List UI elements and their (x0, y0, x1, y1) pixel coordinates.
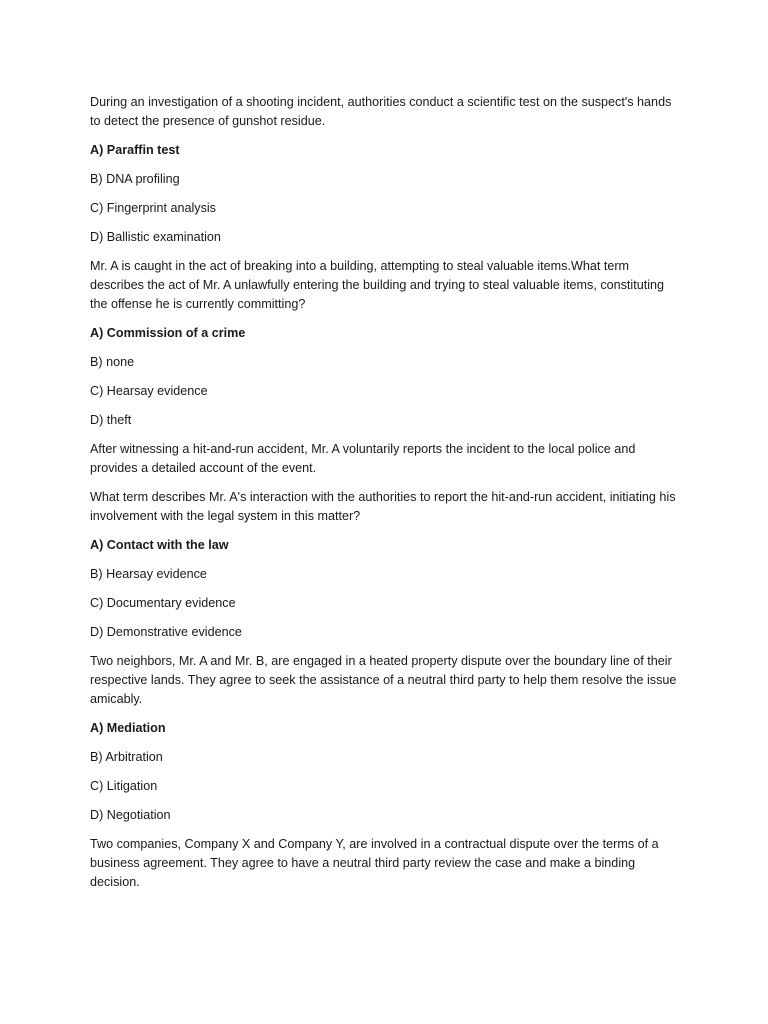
answer-option: B) Hearsay evidence (90, 567, 207, 581)
answer-option: B) none (90, 355, 135, 369)
document-body (90, 93, 682, 902)
answer-option: C) Hearsay evidence (90, 384, 208, 398)
question-text: Two companies, Company X and Company Y, are involved in a contractual dispute over the terms of a business agreement. They agree to have a neutral third party review the case and make a binding decision. (90, 837, 659, 889)
question-text: Two neighbors, Mr. A and Mr. B, are engaged in a heated property dispute over the boundary line of their respective lands. They agree to seek the assistance of a neutral third party to help them resolve the issue amicably. (90, 654, 677, 706)
question-text: During an investigation of a shooting incident, authorities conduct a scientific test on the suspect's hands to detect the presence of gunshot residue. (90, 95, 672, 128)
answer-option: C) Litigation (90, 779, 158, 793)
answer-option: D) Negotiation (90, 808, 171, 822)
answer-option: B) DNA profiling (90, 172, 180, 186)
answer-option: C) Documentary evidence (90, 596, 236, 610)
answer-option-correct: A) Contact with the law (90, 538, 229, 552)
answer-option: D) theft (90, 413, 132, 427)
answer-option: C) Fingerprint analysis (90, 201, 216, 215)
question-text: Mr. A is caught in the act of breaking into a building, attempting to steal valuable items.What term describes the act of Mr. A unlawfully entering the building and trying to steal valuable items, constituting the offense he is currently committing? (90, 259, 665, 311)
answer-option: B) Arbitration (90, 750, 163, 764)
question-text: What term describes Mr. A's interaction with the authorities to report the hit-and-run accident, initiating his involvement with the legal system in this matter? (90, 490, 676, 523)
answer-option: D) Ballistic examination (90, 230, 221, 244)
question-text: After witnessing a hit-and-run accident, Mr. A voluntarily reports the incident to the local police and provides a detailed account of the event. (90, 442, 636, 475)
answer-option: D) Demonstrative evidence (90, 625, 242, 639)
answer-option-correct: A) Paraffin test (90, 143, 180, 157)
answer-option-correct: A) Commission of a crime (90, 326, 246, 340)
answer-option-correct: A) Mediation (90, 721, 166, 735)
